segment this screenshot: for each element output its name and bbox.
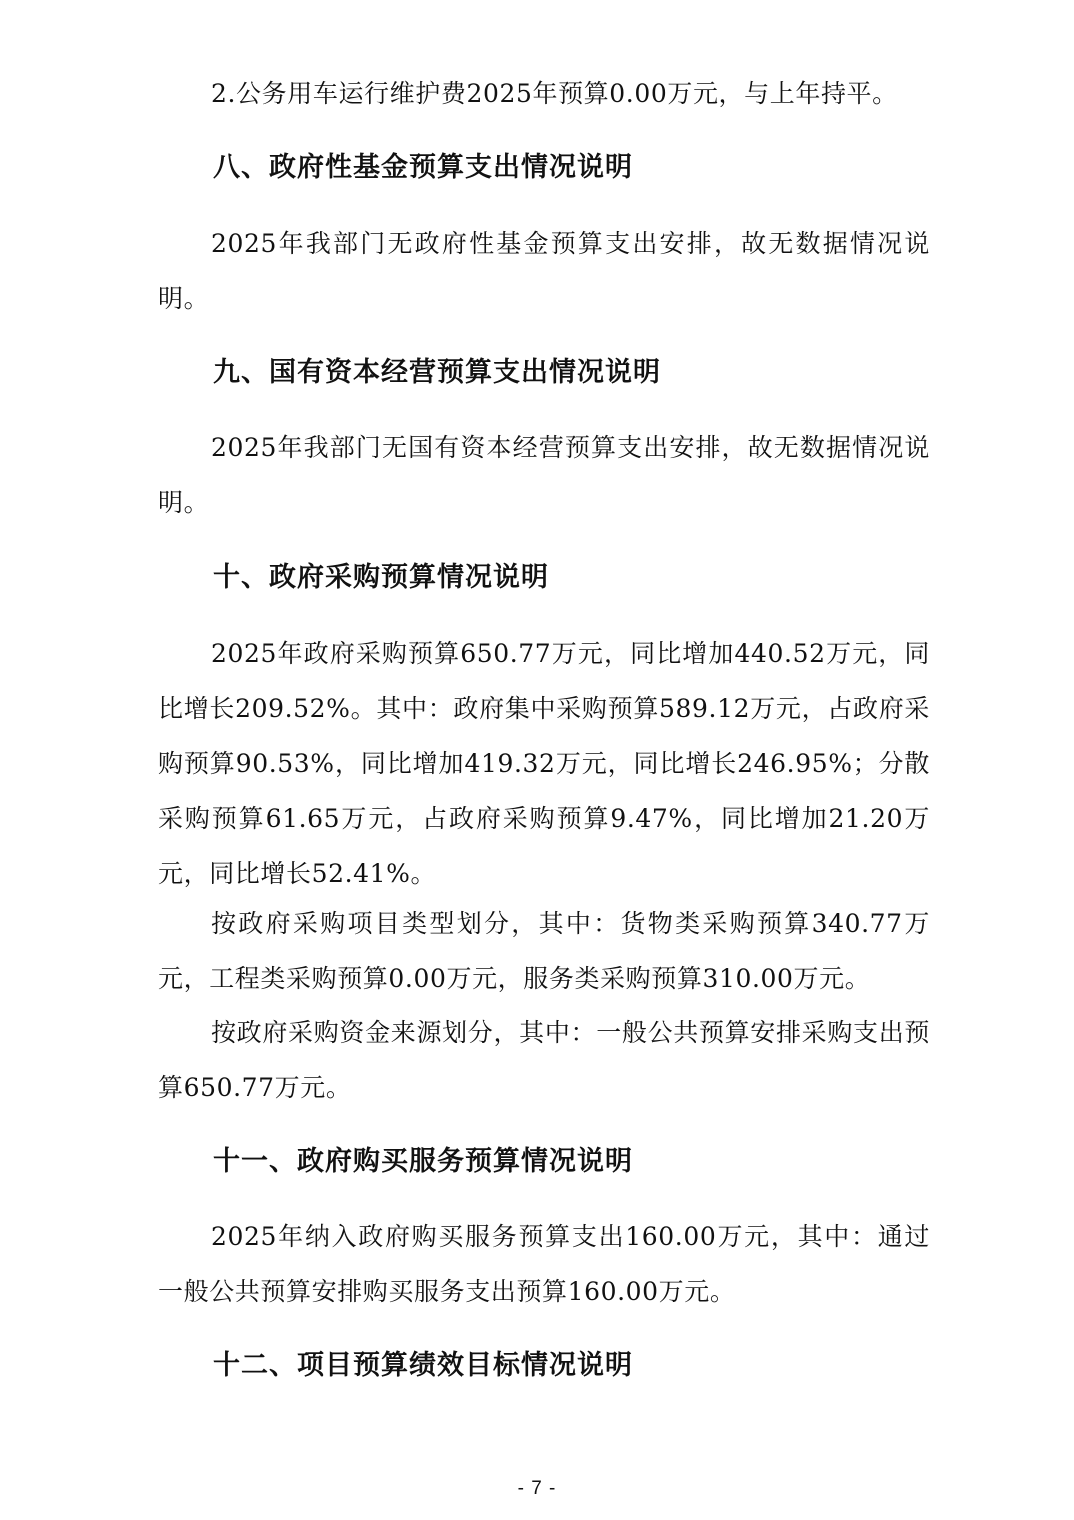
paragraph-section-8: 2025年我部门无政府性基金预算支出安排，故无数据情况说明。 (158, 229, 930, 313)
heading-section-8: 八、政府性基金预算支出情况说明 (213, 152, 633, 183)
page-number: - 7 - (517, 1478, 557, 1499)
paragraph-section-9: 2025年我部门无国有资本经营预算支出安排，故无数据情况说明。 (158, 433, 930, 517)
heading-section-10: 十、政府采购预算情况说明 (213, 562, 549, 593)
paragraph-procurement-budget: 2025年政府采购预算650.77万元，同比增加440.52万元，同比增长209.52%。其中：政府集中采购预算589.12万元，占政府采购预算90.53%，同比增加419.32万元，同比增长246.95%；分散采购预算61.65万元，占政府采购预算9.47%，同比增加21.20万元，同比增长52.41%。 (158, 639, 930, 888)
paragraph-vehicle-maintenance: 2.公务用车运行维护费2025年预算0.00万元，与上年持平。 (211, 79, 898, 108)
heading-section-9: 九、国有资本经营预算支出情况说明 (213, 357, 661, 388)
heading-section-12: 十二、项目预算绩效目标情况说明 (213, 1350, 633, 1381)
paragraph-procurement-by-source: 按政府采购资金来源划分，其中：一般公共预算安排采购支出预算650.77万元。 (158, 1018, 930, 1102)
heading-section-11: 十一、政府购买服务预算情况说明 (213, 1146, 633, 1177)
paragraph-procurement-by-type: 按政府采购项目类型划分，其中：货物类采购预算340.77万元，工程类采购预算0.00万元，服务类采购预算310.00万元。 (158, 909, 930, 993)
paragraph-section-11: 2025年纳入政府购买服务预算支出160.00万元，其中：通过一般公共预算安排购买服务支出预算160.00万元。 (158, 1222, 930, 1306)
